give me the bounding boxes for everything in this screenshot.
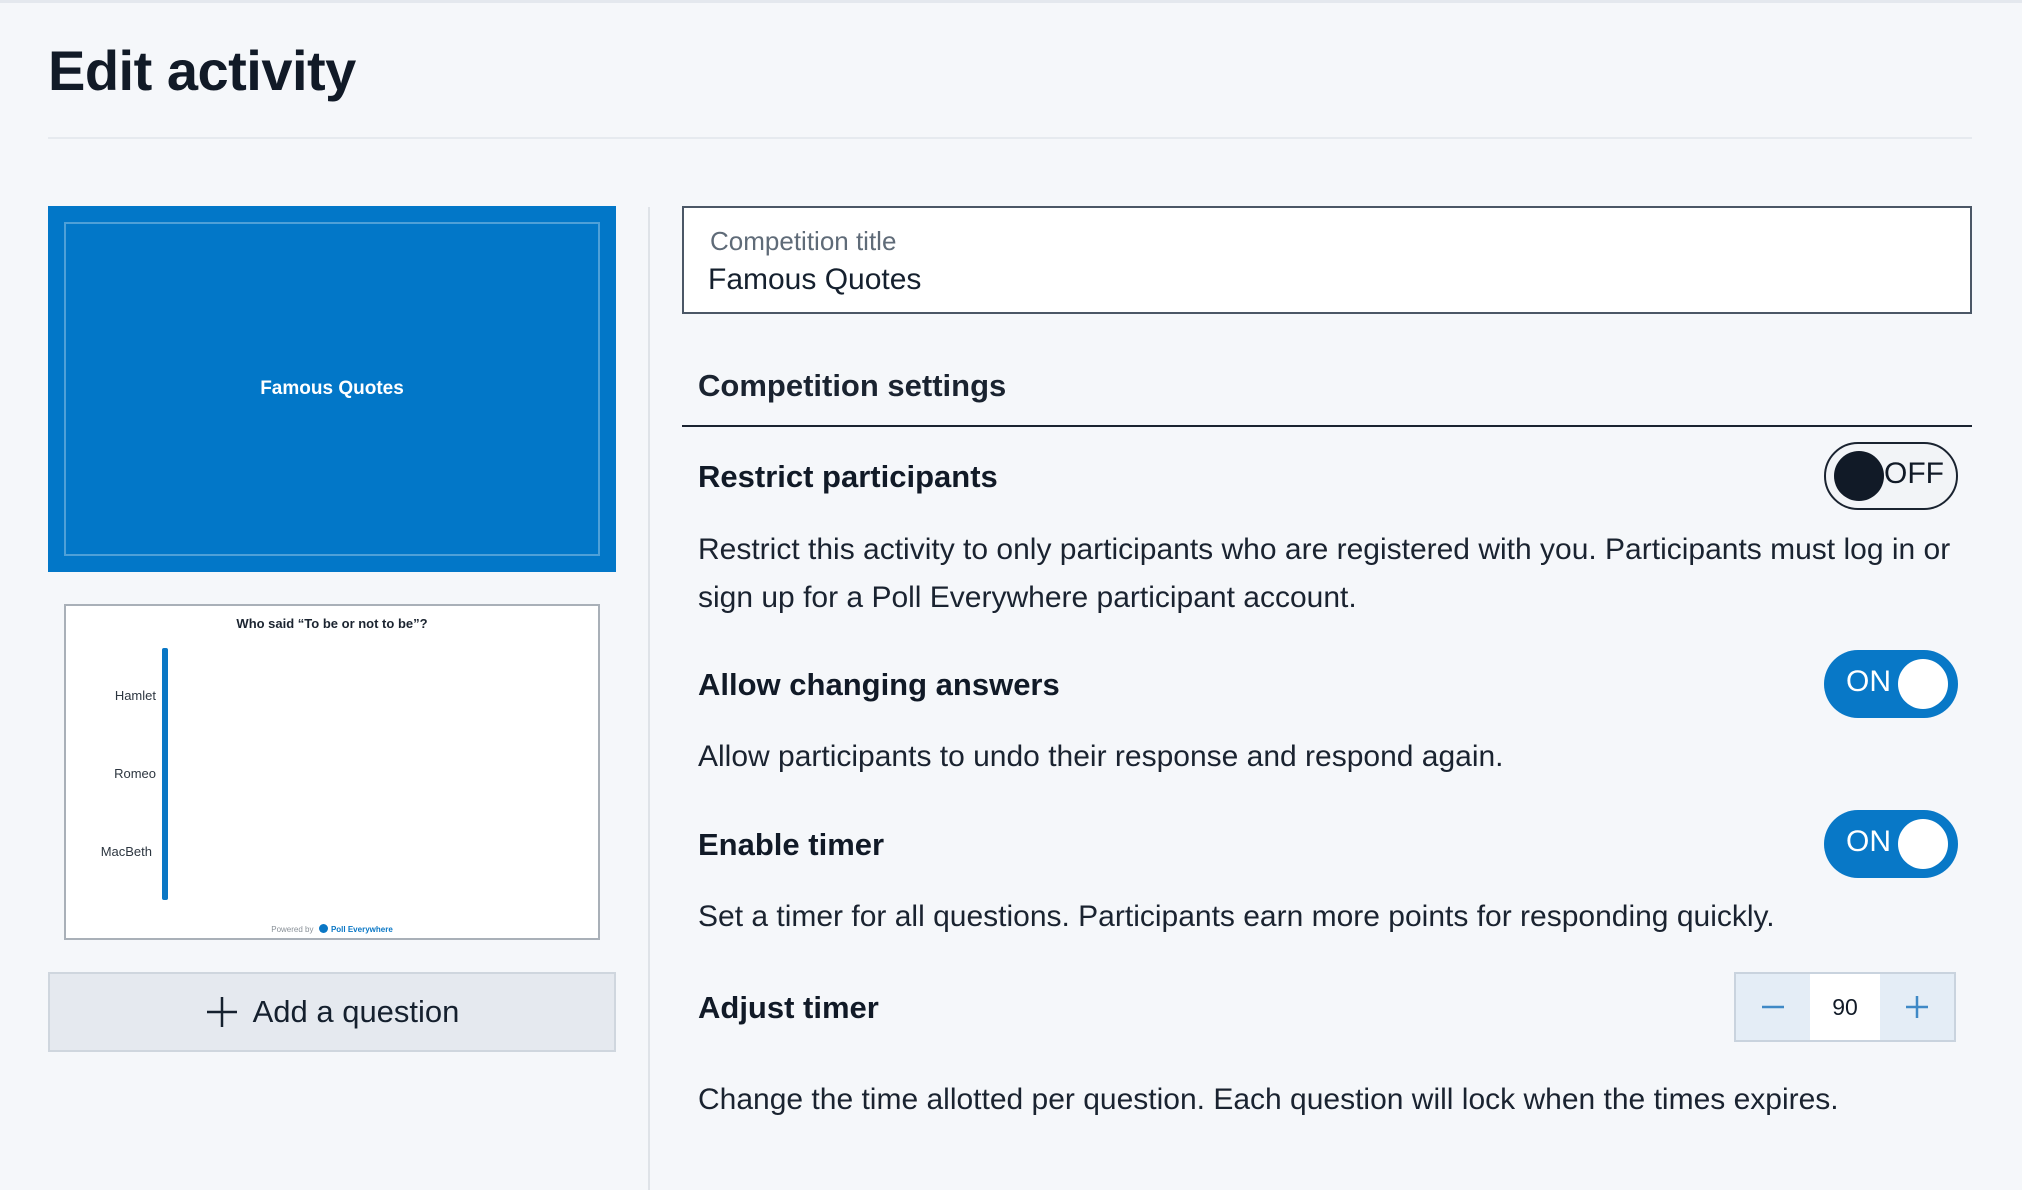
toggle-state-label: ON [1846,825,1891,858]
competition-title-input[interactable] [708,258,1908,302]
restrict-participants-description: Restrict this activity to only participants who are registered with you. Participants must log in or sign up for a Poll Everywhere participant account. [698,533,1951,614]
plus-icon [1903,993,1931,1021]
competition-title-field [682,206,1972,314]
add-question-button[interactable] [48,972,616,1052]
title-slide-thumbnail[interactable] [48,206,616,572]
plus-icon [205,995,239,1029]
allow-changing-answers-description: Allow participants to undo their response and respond again. [698,740,1504,773]
powered-by-footer [66,924,598,934]
toggle-knob [1898,819,1948,869]
page-title: Edit activity [48,39,356,102]
column-divider [648,207,650,1190]
question-slide-title: Who said “To be or not to be”? [236,616,428,631]
restrict-participants-toggle[interactable] [1824,442,1958,510]
answer-option: Romeo [114,766,156,781]
toggle-knob [1898,659,1948,709]
bar-chart-axis [162,648,168,900]
competition-settings-heading: Competition settings [698,368,1007,403]
enable-timer-description: Set a timer for all questions. Participants earn more points for responding quickly. [698,900,1775,933]
enable-timer-title: Enable timer [698,827,885,862]
increment-button[interactable] [1880,974,1954,1040]
competition-title-label: Competition title [710,226,897,256]
adjust-timer-description: Change the time allotted per question. Each question will lock when the times expires. [698,1083,1839,1116]
poll-everywhere-logo-icon [319,924,328,933]
question-slide-thumbnail[interactable] [64,604,600,940]
adjust-timer-title: Adjust timer [698,990,879,1025]
allow-changing-answers-title: Allow changing answers [698,667,1060,702]
top-border [0,0,2022,3]
toggle-state-label: OFF [1884,457,1944,490]
decrement-button[interactable] [1736,974,1810,1040]
enable-timer-toggle[interactable] [1824,810,1958,878]
toggle-state-label: ON [1846,665,1891,698]
answer-option: MacBeth [100,844,152,859]
title-slide-text: Famous Quotes [260,378,404,399]
timer-value[interactable]: 90 [1832,993,1858,1020]
poll-everywhere-brand: Poll Everywhere [330,925,393,934]
allow-changing-answers-toggle[interactable] [1824,650,1958,718]
toggle-knob [1834,451,1884,501]
minus-icon [1759,993,1787,1021]
section-divider [682,425,1972,427]
add-question-label: Add a question [252,994,460,1029]
title-divider [48,137,1972,139]
powered-by-text: Powered by [271,925,314,934]
timer-stepper [1734,972,1956,1042]
restrict-participants-title: Restrict participants [698,459,998,494]
answer-option: Hamlet [114,688,156,703]
